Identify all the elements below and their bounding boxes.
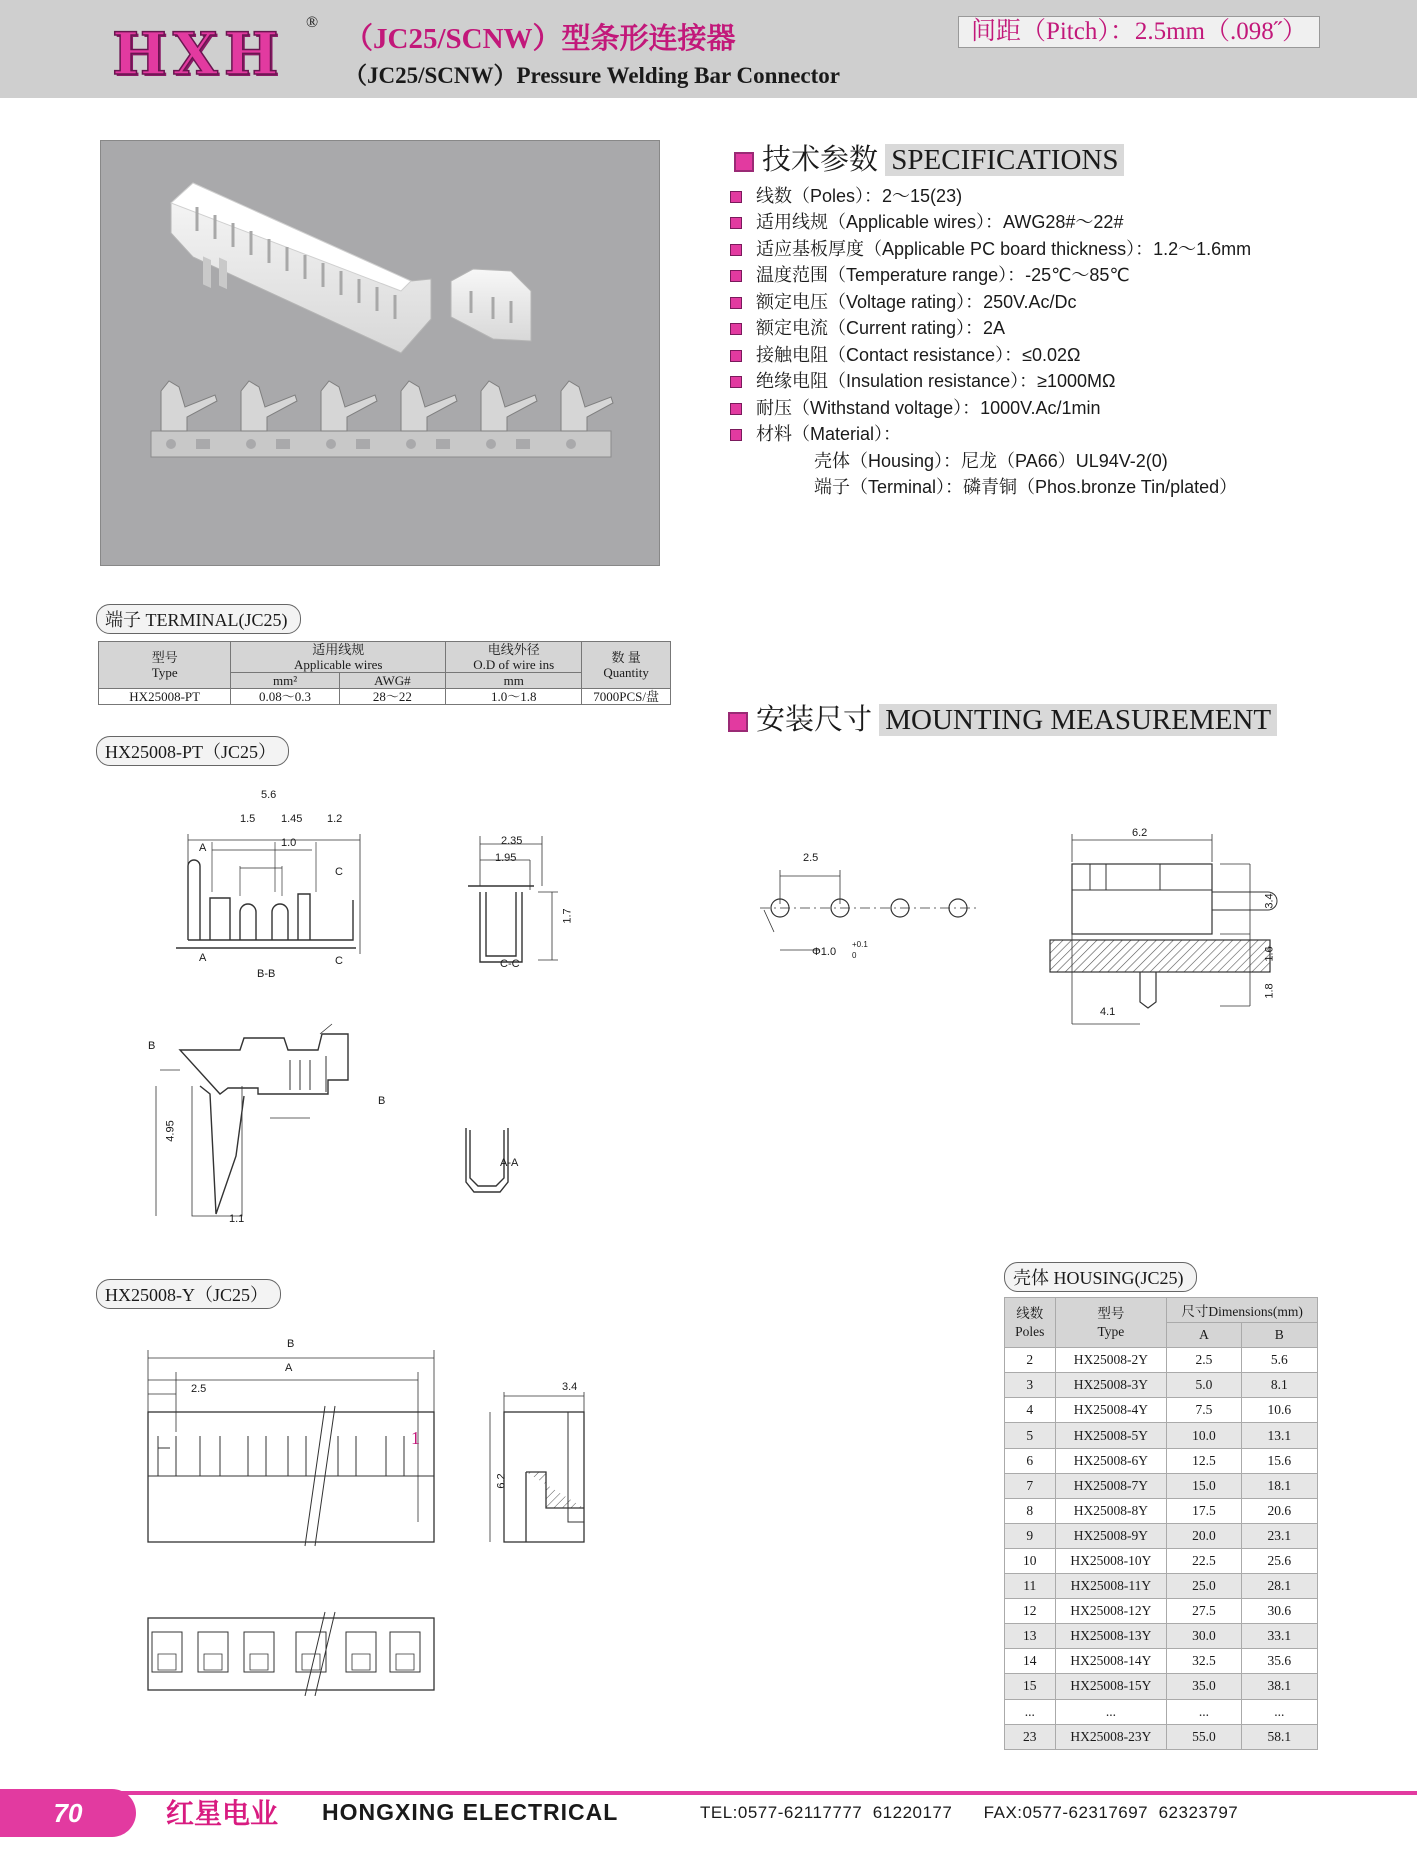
table-cell: 33.1 [1241,1624,1317,1649]
dim-label: 1.1 [229,1213,245,1225]
terminal-drawing [140,780,600,1240]
company-name-cn: 红星电业 [166,1797,279,1830]
table-cell: 13.1 [1241,1423,1317,1448]
table-row [1005,1423,1318,1448]
table-cell: HX25008-13Y [1055,1624,1167,1649]
dim-label: 1.7 [561,908,574,924]
table-cell: 35.0 [1167,1674,1241,1699]
table-cell: 15 [1005,1674,1056,1699]
table-cell: 58.1 [1241,1724,1317,1749]
table-cell: HX25008-5Y [1055,1423,1167,1448]
dim-label: Φ1.0 [812,946,837,958]
spec-item [730,420,901,446]
sub-awg: AWG# [339,673,445,689]
spec-item [730,394,1101,420]
bullet-icon [730,429,742,441]
table-row [1005,1348,1318,1373]
table-cell: 5.0 [1167,1373,1241,1398]
spec-text: 线数（Poles）：2～15(23) [756,186,963,206]
spec-text: 额定电压（Voltage rating）：250V.Ac/Dc [756,292,1077,312]
table-row [1005,1649,1318,1674]
table-row [1005,1624,1318,1649]
table-cell: HX25008-6Y [1055,1448,1167,1473]
table-row: HX25008-PT 0.08～0.3 28～22 1.0～1.8 7000PCS/盘 [99,689,671,705]
table-cell: 15.0 [1167,1473,1241,1498]
dim-label: 3.4 [1263,893,1276,909]
y-drawing-label: HX25008-Y（JC25） [96,1279,281,1309]
page-title-en: （JC25/SCNW）Pressure Welding Bar Connector [344,63,841,88]
spec-item [730,208,1123,234]
pitch-badge: 间距（Pitch）：2.5mm（.098˝） [958,16,1320,48]
dim-label: 6.2 [495,1473,508,1489]
spec-text: 额定电流（Current rating）：2A [756,318,1006,338]
table-cell: ... [1055,1699,1167,1724]
spec-text: 材料（Material）： [756,424,902,444]
col-poles: 线数 Poles [1005,1298,1056,1348]
table-cell: 25.0 [1167,1574,1241,1599]
table-cell: HX25008-11Y [1055,1574,1167,1599]
sub-mm2: mm² [231,673,339,689]
dim-label: 5.6 [261,789,277,801]
table-cell: HX25008-2Y [1055,1348,1167,1373]
bullet-icon [730,270,742,282]
table-cell: 2.5 [1167,1348,1241,1373]
bullet-icon [730,323,742,335]
sub-mm: mm [446,673,582,689]
table-row [1005,1548,1318,1573]
table-cell: 2 [1005,1348,1056,1373]
bullet-icon [730,217,742,229]
housing-table [1004,1297,1318,1750]
table-cell: 12 [1005,1599,1056,1624]
table-cell: 10 [1005,1548,1056,1573]
section-bullet-icon [734,152,754,172]
dim-label: B [287,1338,295,1350]
spec-item [730,288,1076,314]
col-type: 型号 Type [1055,1298,1167,1348]
table-cell: 23 [1005,1724,1056,1749]
table-cell: 5 [1005,1423,1056,1448]
product-photo [100,140,660,566]
spec-text: 接触电阻（Contact resistance）：≤0.02Ω [756,345,1081,365]
material-housing: 壳体（Housing）：尼龙（PA66）UL94V-2(0) [814,451,1168,471]
spec-title-en: SPECIFICATIONS [885,144,1124,176]
housing-section-label: 壳体 HOUSING(JC25) [1004,1262,1197,1292]
page-number: 70 [0,1789,136,1837]
table-cell: 15.6 [1241,1448,1317,1473]
table-row [1005,1498,1318,1523]
spec-item [730,261,1130,287]
dim-label: A [199,952,207,964]
table-cell: 13 [1005,1624,1056,1649]
dim-label: B [378,1095,386,1107]
table-cell: HX25008-14Y [1055,1649,1167,1674]
table-cell: 10.6 [1241,1398,1317,1423]
dim-label: A [285,1362,293,1374]
table-cell: ... [1167,1699,1241,1724]
table-cell: 20.0 [1167,1523,1241,1548]
spec-item [730,314,1005,340]
table-row [1005,1574,1318,1599]
registered-mark: ® [306,14,319,31]
dim-label: 2.35 [501,835,523,847]
dim-label: 1.95 [495,852,517,864]
bullet-icon [730,191,742,203]
mount-title-cn: 安装尺寸 [756,704,873,736]
dim-label: C [335,955,343,967]
dim-label: B-B [257,968,276,980]
mounting-title [728,697,1277,738]
table-cell: 25.6 [1241,1548,1317,1573]
col-b: B [1241,1323,1317,1348]
table-cell: ... [1005,1699,1056,1724]
contact-info: TEL:0577-62117777 61220177 FAX:0577-62317697 62323797 [700,1803,1239,1822]
table-cell: HX25008-4Y [1055,1398,1167,1423]
table-cell: 17.5 [1167,1498,1241,1523]
dim-label: 1.6 [1263,946,1276,962]
col-a: A [1167,1323,1241,1348]
mount-title-en: MOUNTING MEASUREMENT [879,704,1277,736]
dim-label: 2.5 [191,1383,207,1395]
table-row [1005,1699,1318,1724]
table-cell: HX25008-10Y [1055,1548,1167,1573]
mounting-drawing [750,820,1290,1040]
dim-label: A-A [500,1157,519,1169]
terminal-section-label: 端子 TERMINAL(JC25) [96,604,301,634]
table-cell: 10.0 [1167,1423,1241,1448]
dim-label: A [199,842,207,854]
connector-illustration [101,141,659,565]
material-terminal: 端子（Terminal）：磷青铜（Phos.bronze Tin/plated） [814,477,1238,497]
table-row [1005,1724,1318,1749]
table-cell: 27.5 [1167,1599,1241,1624]
page-title-cn: （JC25/SCNW）型条形连接器 [344,23,736,55]
table-cell: 14 [1005,1649,1056,1674]
table-cell: 38.1 [1241,1674,1317,1699]
col-od: 电线外径 O.D of wire ins [446,642,582,673]
table-cell: 12.5 [1167,1448,1241,1473]
table-cell: 3 [1005,1373,1056,1398]
col-qty: 数 量 Quantity [582,642,671,689]
col-dimensions: 尺寸Dimensions(mm) [1167,1298,1318,1323]
table-cell: HX25008-12Y [1055,1599,1167,1624]
dim-label: B [148,1040,156,1052]
dim-label: 1.0 [281,837,297,849]
table-cell: 4 [1005,1398,1056,1423]
terminal-table [98,641,671,705]
table-cell: 20.6 [1241,1498,1317,1523]
spec-text: 耐压（Withstand voltage）：1000V.Ac/1min [756,398,1101,418]
table-cell: 7.5 [1167,1398,1241,1423]
table-row [1005,1599,1318,1624]
spec-item [730,182,962,208]
table-row [1005,1448,1318,1473]
table-cell: 28.1 [1241,1574,1317,1599]
spec-item [730,235,1251,261]
dim-label: C [335,866,343,878]
table-row [1005,1473,1318,1498]
dim-label: 6.2 [1132,827,1148,839]
dim-label: 1.2 [327,813,343,825]
table-cell: HX25008-15Y [1055,1674,1167,1699]
dim-label: 0 [852,951,857,960]
table-row [1005,1523,1318,1548]
spec-item [730,341,1080,367]
table-cell: 55.0 [1167,1724,1241,1749]
table-cell: 30.0 [1167,1624,1241,1649]
col-wires: 适用线规 Applicable wires [231,642,446,673]
table-cell: HX25008-7Y [1055,1473,1167,1498]
table-cell: HX25008-23Y [1055,1724,1167,1749]
table-cell: 9 [1005,1523,1056,1548]
pt-drawing-label: HX25008-PT（JC25） [96,736,289,766]
spec-title-cn: 技术参数 [762,144,879,176]
dim-label: 3.4 [562,1381,578,1393]
table-cell: 18.1 [1241,1473,1317,1498]
spec-text: 适应基板厚度（Applicable PC board thickness）：1.2～1.6mm [756,239,1252,259]
spec-text: 绝缘电阻（Insulation resistance）：≥1000MΩ [756,371,1116,391]
specifications-title [734,137,1124,178]
dim-label: 1.8 [1263,983,1276,999]
table-cell: 11 [1005,1574,1056,1599]
table-cell: HX25008-3Y [1055,1373,1167,1398]
dim-label: 4.1 [1100,1006,1116,1018]
col-type: 型号 Type [99,642,231,689]
bullet-icon [730,244,742,256]
table-cell: ... [1241,1699,1317,1724]
dim-label: 2.5 [803,852,819,864]
dim-label: +0.1 [852,940,868,949]
dim-label: C-C [500,958,520,970]
table-cell: 35.6 [1241,1649,1317,1674]
dim-label: 1.45 [281,813,303,825]
spec-text: 适用线规（Applicable wires）：AWG28#～22# [756,212,1124,232]
table-cell: 23.1 [1241,1523,1317,1548]
table-cell: 8.1 [1241,1373,1317,1398]
dim-label: 1.5 [240,813,256,825]
table-row [1005,1674,1318,1699]
table-cell: 6 [1005,1448,1056,1473]
bullet-icon [730,350,742,362]
logo: HXH [112,20,285,88]
bullet-icon [730,403,742,415]
table-cell: 30.6 [1241,1599,1317,1624]
spec-text: 温度范围（Temperature range）：-25℃～85℃ [756,265,1130,285]
bullet-icon [730,297,742,309]
table-cell: HX25008-9Y [1055,1523,1167,1548]
table-cell: 7 [1005,1473,1056,1498]
table-cell: 32.5 [1167,1649,1241,1674]
company-name-en: HONGXING ELECTRICAL [322,1799,619,1825]
section-bullet-icon [728,712,748,732]
table-row [1005,1373,1318,1398]
spec-item [730,367,1115,393]
table-row [1005,1398,1318,1423]
table-cell: 22.5 [1167,1548,1241,1573]
table-cell: 8 [1005,1498,1056,1523]
dim-label: 4.95 [164,1120,177,1142]
pin-one-mark: 1 [411,1428,420,1448]
table-cell: HX25008-8Y [1055,1498,1167,1523]
bullet-icon [730,376,742,388]
table-cell: 5.6 [1241,1348,1317,1373]
